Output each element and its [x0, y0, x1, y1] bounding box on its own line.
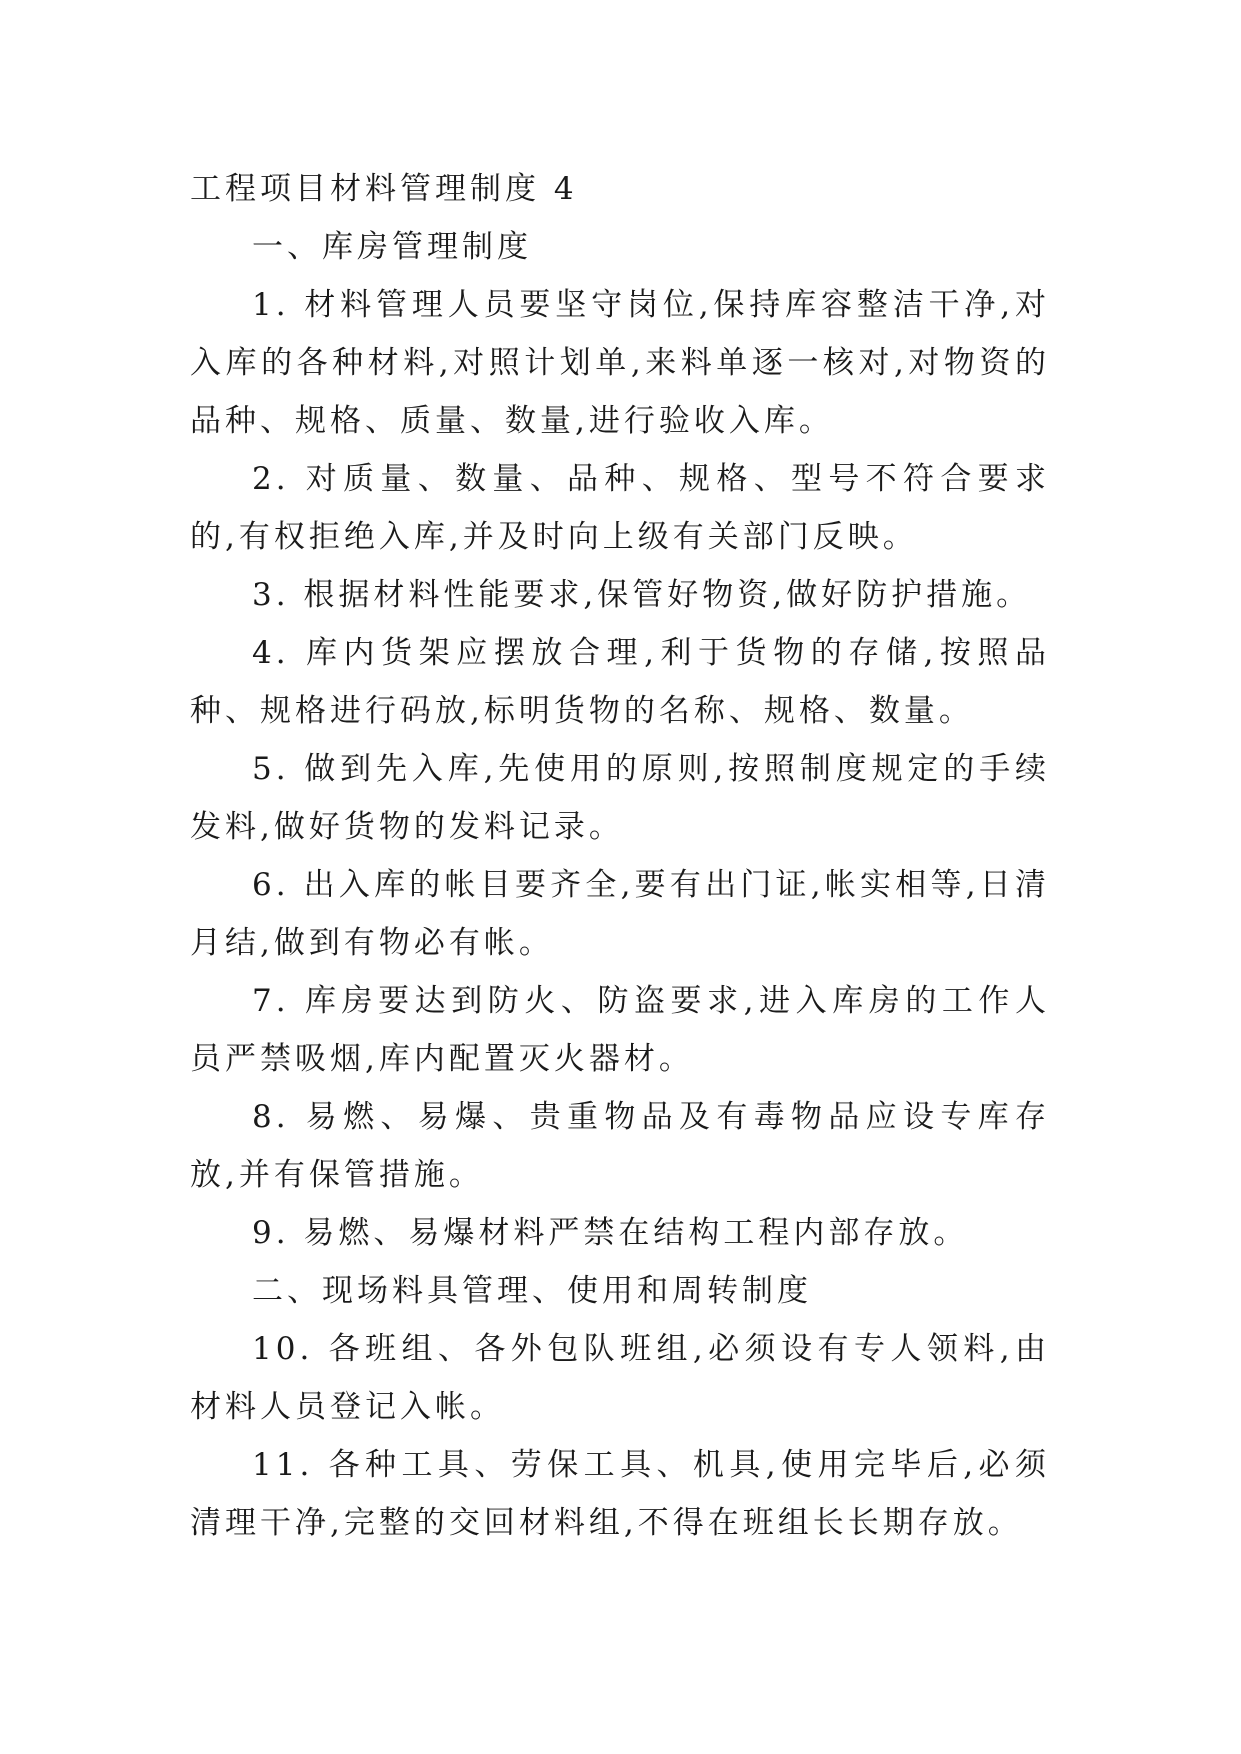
rule-8: 8. 易燃、易爆、贵重物品及有毒物品应设专库存放,并有保管措施。 [190, 1099, 1050, 1193]
rule-11: 11. 各种工具、劳保工具、机具,使用完毕后,必须清理干净,完整的交回材料组,不得在班组长长期存放。 [190, 1447, 1050, 1541]
section-heading-warehouse: 一、库房管理制度 [252, 229, 532, 265]
rule-6: 6. 出入库的帐目要齐全,要有出门证,帐实相等,日清月结,做到有物必有帐。 [190, 867, 1050, 961]
document-title: 工程项目材料管理制度 4 [190, 171, 578, 207]
rule-10: 10. 各班组、各外包队班组,必须设有专人领料,由材料人员登记入帐。 [190, 1331, 1050, 1425]
rule-2: 2. 对质量、数量、品种、规格、型号不符合要求的,有权拒绝入库,并及时向上级有关部门反映。 [190, 461, 1050, 555]
rule-7: 7. 库房要达到防火、防盗要求,进入库房的工作人员严禁吸烟,库内配置灭火器材。 [190, 983, 1050, 1077]
section-heading-site-tools: 二、现场料具管理、使用和周转制度 [252, 1273, 812, 1309]
document-body [190, 160, 1050, 1552]
rule-9: 9. 易燃、易爆材料严禁在结构工程内部存放。 [252, 1215, 969, 1251]
rule-1: 1. 材料管理人员要坚守岗位,保持库容整洁干净,对入库的各种材料,对照计划单,来料单逐一核对,对物资的品种、规格、质量、数量,进行验收入库。 [190, 287, 1050, 439]
rule-5: 5. 做到先入库,先使用的原则,按照制度规定的手续发料,做好货物的发料记录。 [190, 751, 1050, 845]
rule-4: 4. 库内货架应摆放合理,利于货物的存储,按照品种、规格进行码放,标明货物的名称、规格、数量。 [190, 635, 1050, 729]
rule-3: 3. 根据材料性能要求,保管好物资,做好防护措施。 [252, 577, 1032, 613]
